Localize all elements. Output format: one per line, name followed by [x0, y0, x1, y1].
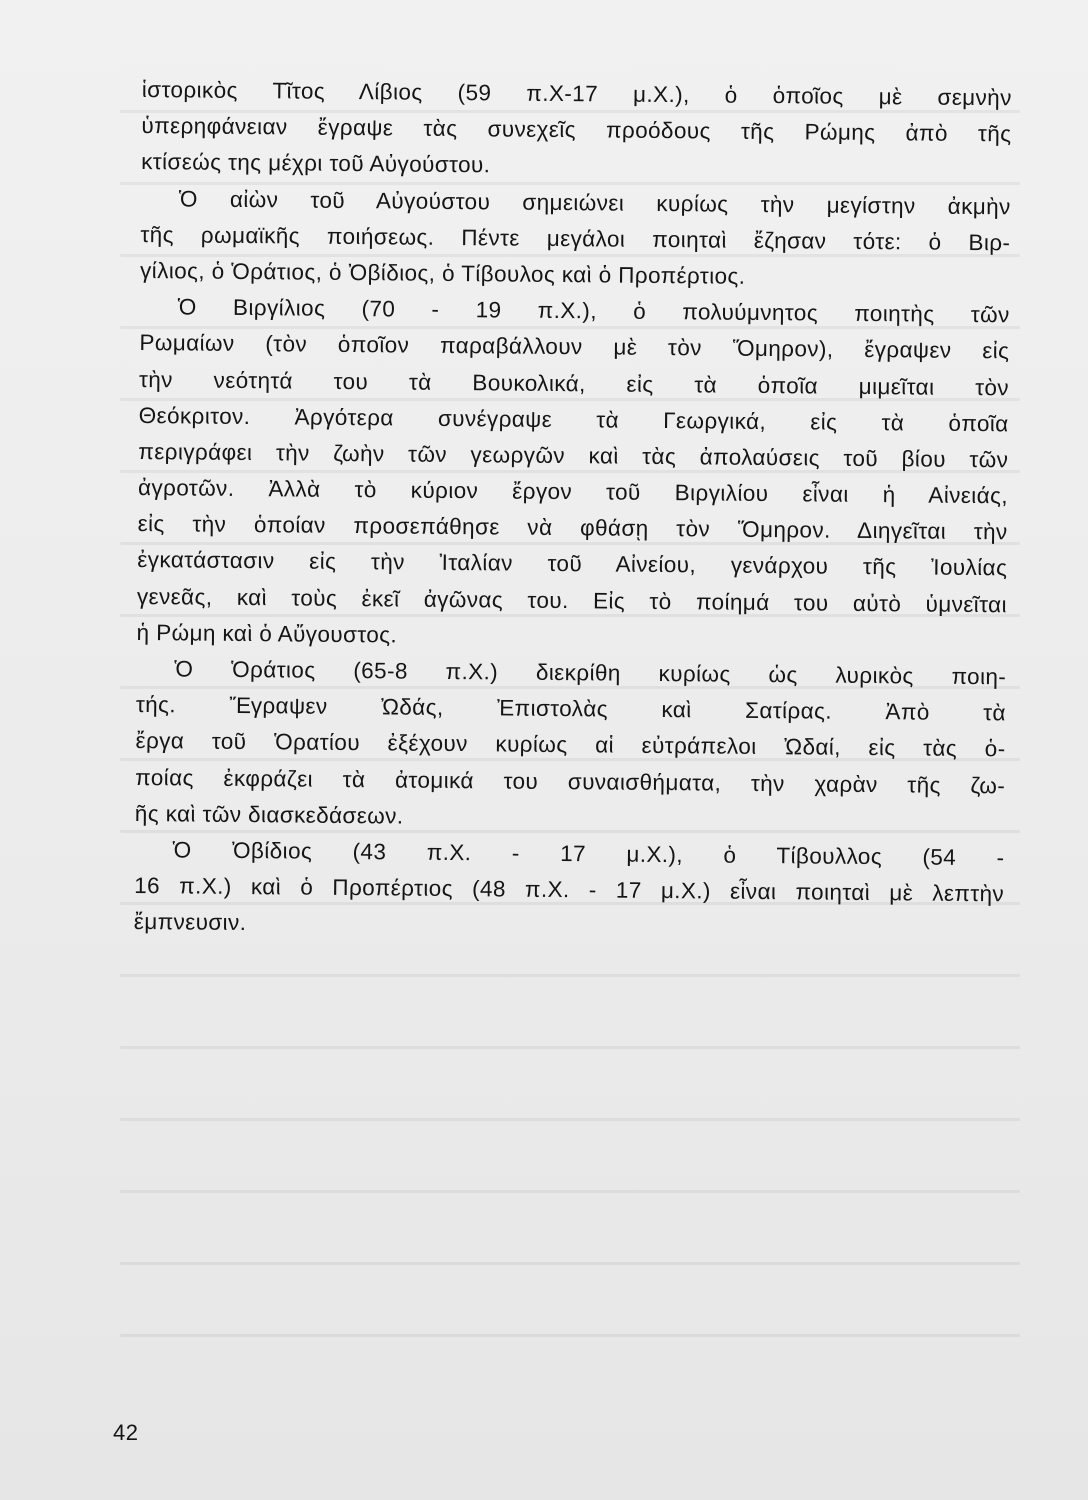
text-line: ἔμπνευσιν. [133, 909, 247, 936]
text-line: γίλιος, ὁ Ὁράτιος, ὁ Ὀβίδιος, ὁ Τίβουλος καὶ ὁ Προπέρτιος. [139, 257, 746, 289]
text-line: τὴν νεότητά του τὰ Βουκολικά, εἰς τὰ ὁποῖα μιμεῖται τὸν [138, 366, 1010, 400]
text-line: Ρωμαίων (τὸν ὁποῖον παραβάλλουν μὲ τὸν Ὅμηρον), ἔγραψεν εἰς [139, 330, 1010, 364]
text-line: ποίας ἐκφράζει τὰ ἀτομικά του συναισθήματα, τὴν χαρὰν τῆς ζω- [135, 764, 1006, 798]
text-line: κτίσεώς της μέχρι τοῦ Αὐγούστου. [141, 149, 491, 178]
text-line: εἰς τὴν ὁποίαν προσεπάθησε νὰ φθάσῃ τὸν Ὅμηρον. Διηγεῖται τὴν [137, 511, 1008, 545]
text-line: περιγράφει τὴν ζωὴν τῶν γεωργῶν καὶ τὰς ἀπολαύσεις τοῦ βίου τῶν [138, 438, 1009, 473]
text-line: Ὁ Ὁράτιος (65-8 π.Χ.) διεκρίθη κυρίως ὡς λυρικὸς ποιη- [174, 656, 1007, 690]
text-line: Ὁ Βιργίλιος (70 - 19 π.Χ.), ὁ πολυύμνητος ποιητὴς τῶν [177, 294, 1010, 328]
text-line: Ὁ Ὀβίδιος (43 π.Χ. - 17 μ.Χ.), ὁ Τίβουλλος (54 - [172, 837, 1005, 871]
text-line: ἱστορικὸς Τῖτος Λίβιος (59 π.Χ-17 μ.Χ.), ὁ ὁποῖος μὲ σεμνὴν [141, 76, 1012, 111]
text-line: τῆς ρωμαϊκῆς ποιήσεως. Πέντε μεγάλοι ποιηταὶ ἔζησαν τότε: ὁ Βιρ- [140, 221, 1011, 256]
text-line: ῆς καὶ τῶν διασκεδάσεων. [134, 800, 404, 829]
text-line: ἐγκατάστασιν εἰς τὴν Ἰταλίαν τοῦ Αἰνείου, γενάρχου τῆς Ἰουλίας [137, 547, 1008, 581]
text-line: γενεᾶς, καὶ τοὺς ἐκεῖ ἀγῶνας του. Εἰς τὸ ποίημά του αὐτὸ ὑμνεῖται [136, 583, 1008, 617]
text-line: 16 π.Χ.) καὶ ὁ Προπέρτιος (48 π.Χ. - 17 μ.Χ.) εἶναι ποιηταὶ μὲ λεπτὴν [134, 873, 1005, 907]
text-line: τής. Ἔγραψεν Ὠδάς, Ἐπιστολὰς καὶ Σατίρας. Ἀπὸ τὰ [135, 692, 1007, 726]
text-line: ἀγροτῶν. Ἀλλὰ τὸ κύριον ἔργον τοῦ Βιργιλίου εἶναι ἡ Αἰνειάς, [137, 475, 1009, 509]
body-text [134, 72, 1022, 949]
page-number: 42 [113, 1420, 139, 1445]
text-line: ἔργα τοῦ Ὁρατίου ἐξέχουν κυρίως αἱ εὐτράπελοι Ὠδαί, εἰς τὰς ὁ- [135, 728, 1006, 762]
text-line: Ὁ αἰὼν τοῦ Αὐγούστου σημειώνει κυρίως τὴν μεγίστην ἀκμὴν [178, 185, 1011, 219]
text-line: ἡ Ρώμη καὶ ὁ Αὔγουστος. [136, 619, 398, 648]
text-line: Θεόκριτον. Ἀργότερα συνέγραψε τὰ Γεωργικά, εἰς τὰ ὁποῖα [138, 402, 1009, 437]
text-line: ὑπερηφάνειαν ἔγραψε τὰς συνεχεῖς προόδους τῆς Ρώμης ἀπὸ τῆς [141, 113, 1012, 147]
